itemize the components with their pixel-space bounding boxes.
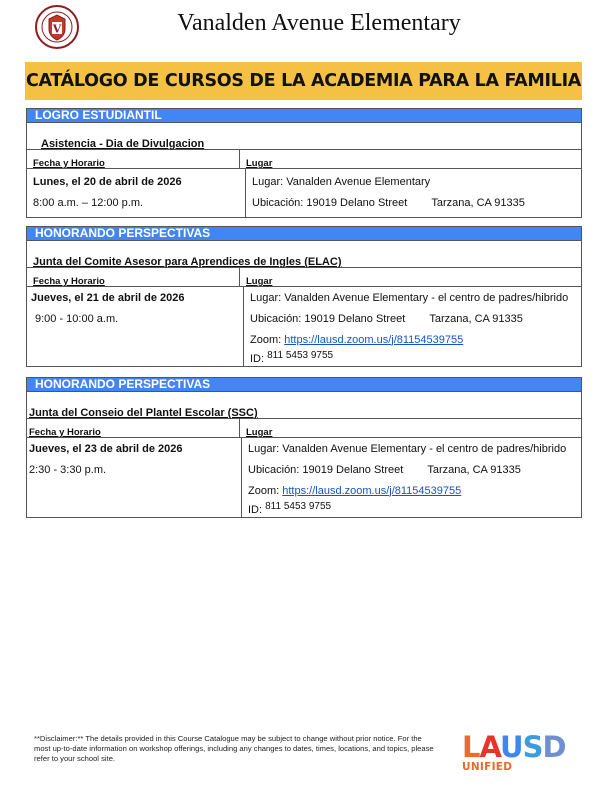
disclaimer-text: **Disclaimer:** The details provided in this Course Catalogue may be subject to change without prior notice. For the most up-to-date information on workshop offerings, including any changes to dates, times, locations, and topics, please refer to your school site.	[34, 734, 434, 763]
event-city: Tarzana, CA 91335	[431, 196, 525, 209]
lausd-logo	[462, 730, 592, 783]
course-section-elac	[26, 226, 582, 367]
col-header-date: Fecha y Horario	[29, 427, 101, 438]
col-header-place: Lugar	[246, 276, 273, 287]
event-time: 2:30 - 3:30 p.m.	[29, 463, 107, 476]
section-title: Junta del Comite Asesor para Aprendices de Ingles (ELAC)	[33, 256, 342, 268]
school-name: Vanalden Avenue Elementary	[177, 10, 461, 36]
event-address: Ubicación: 19019 Delano Street	[250, 312, 406, 325]
data-row	[27, 287, 581, 366]
data-row	[27, 438, 581, 517]
event-address-line	[250, 308, 581, 329]
meeting-id-label: ID:	[248, 504, 263, 516]
event-address-line	[252, 192, 581, 213]
meeting-id: 811 5453 9755	[267, 350, 334, 361]
col-header-place: Lugar	[246, 427, 273, 438]
event-date: Lunes, el 20 de abril de 2026	[33, 175, 182, 188]
section-title-row	[27, 241, 581, 268]
zoom-line	[248, 480, 581, 501]
course-section-attendance	[26, 108, 582, 218]
event-time: 8:00 a.m. – 12:00 p.m.	[33, 196, 144, 209]
lausd-letter: U	[500, 730, 523, 764]
col-header-place: Lugar	[246, 158, 273, 169]
course-section-ssc	[26, 377, 582, 518]
lausd-letter: L	[462, 730, 480, 764]
event-place: Lugar: Vanalden Avenue Elementary	[252, 175, 431, 188]
section-title: Asistencia - Dia de Divulgacion	[41, 138, 205, 150]
section-title-row	[27, 123, 581, 150]
event-date: Jueves, el 23 de abril de 2026	[29, 442, 183, 455]
section-title: Junta del Conseio del Plantel Escolar (SSC)	[29, 407, 258, 419]
meeting-id-label: ID:	[250, 353, 265, 365]
event-place: Lugar: Vanalden Avenue Elementary - el centro de padres/hibrido	[248, 442, 567, 455]
catalog-title: CATÁLOGO DE CURSOS DE LA ACADEMIA PARA LA FAMILIA	[25, 71, 582, 91]
zoom-label: Zoom:	[250, 333, 282, 346]
catalog-banner	[25, 62, 582, 100]
zoom-label: Zoom:	[248, 484, 280, 497]
lausd-letter: D	[542, 730, 566, 764]
zoom-link[interactable]: https://lausd.zoom.us/j/81154539755	[282, 484, 462, 497]
meeting-id-line	[250, 350, 581, 366]
event-city: Tarzana, CA 91335	[429, 312, 523, 325]
zoom-link[interactable]: https://lausd.zoom.us/j/81154539755	[284, 333, 464, 346]
lausd-letter: S	[522, 730, 543, 764]
col-header-date: Fecha y Horario	[33, 276, 105, 287]
meeting-id-line	[248, 501, 581, 517]
event-city: Tarzana, CA 91335	[427, 463, 521, 476]
col-header-date: Fecha y Horario	[33, 158, 105, 169]
section-category: HONORANDO PERSPECTIVAS	[27, 227, 581, 241]
zoom-line	[250, 329, 581, 350]
lausd-letter: A	[479, 730, 501, 764]
column-headers	[27, 419, 581, 438]
lausd-wordmark	[462, 730, 592, 764]
section-category: HONORANDO PERSPECTIVAS	[27, 378, 581, 392]
lausd-subtitle: UNIFIED	[462, 761, 513, 773]
column-headers	[27, 150, 581, 169]
data-row	[27, 169, 581, 217]
section-category: LOGRO ESTUDIANTIL	[27, 109, 581, 123]
section-title-row	[27, 392, 581, 419]
event-address: Ubicación: 19019 Delano Street	[252, 196, 408, 209]
event-place: Lugar: Vanalden Avenue Elementary - el centro de padres/hibrido	[250, 291, 569, 304]
event-time: 9:00 - 10:00 a.m.	[35, 312, 119, 325]
event-date: Jueves, el 21 de abril de 2026	[31, 291, 185, 304]
event-address-line	[248, 459, 581, 480]
event-address: Ubicación: 19019 Delano Street	[248, 463, 404, 476]
svg-text:V: V	[52, 22, 62, 36]
column-headers	[27, 268, 581, 287]
meeting-id: 811 5453 9755	[265, 501, 332, 512]
